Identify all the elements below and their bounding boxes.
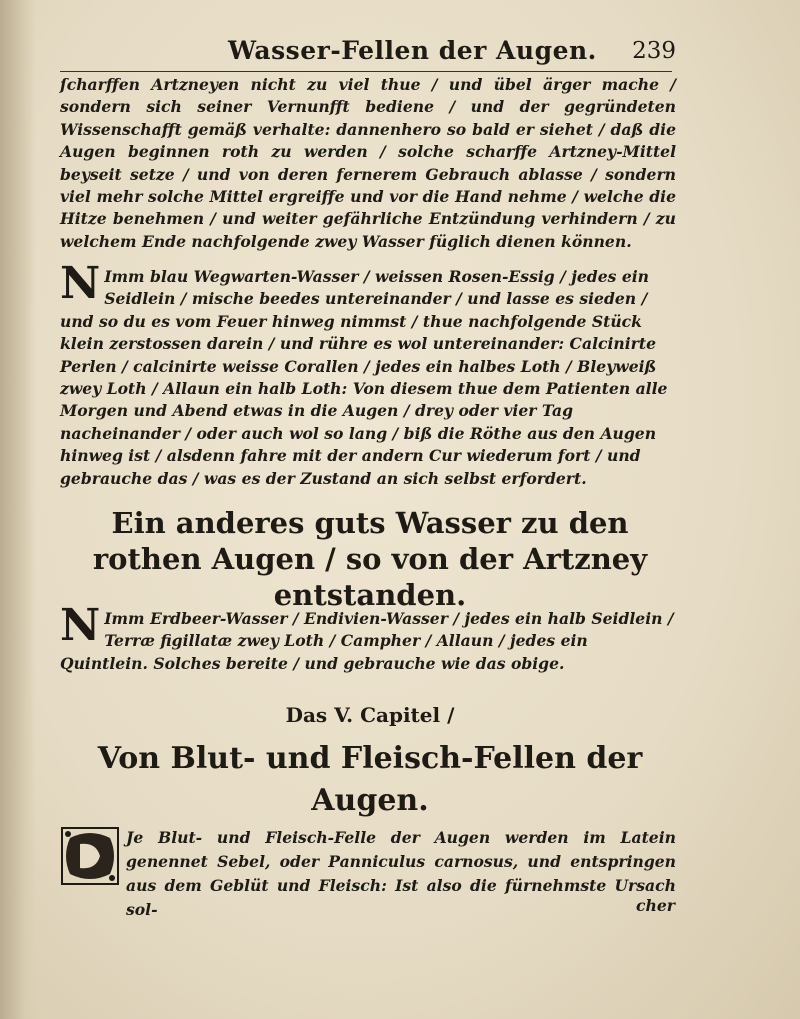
catchword: cher bbox=[636, 896, 675, 915]
section-heading: Ein anderes guts Wasser zu den rothen Augen / so von der Artzney entstanden. bbox=[92, 506, 648, 612]
running-header bbox=[60, 36, 676, 70]
recipe-paragraph-2 bbox=[60, 600, 676, 675]
running-title: Wasser-Fellen der Augen. bbox=[228, 36, 597, 65]
chapter-opening-paragraph: Je Blut- und Fleisch-Felle der Augen werden im Latein genennet Sebel, oder Panniculus carnosus, und entspringen aus dem Geblüt und Fleisch: Ist also die fürnehmste Ursach sol- bbox=[126, 828, 676, 919]
recipe-text-1: Imm blau Wegwarten-Wasser / weissen Rosen-Essig / jedes ein Seidlein / mische beedes untereinander / und lasse es sieden / und so du es vom Feuer hinweg nimmst / thue nachfolgende Stück klein zerstossen darein / und rühre es wol untereinander: Calcinirte Perlen / calcinirte weisse Corallen / jedes ein halbes Loth / Bleyweiß zwey Loth / Allaun ein halb Loth: Von diesem thue dem Patienten alle Morgen und Abend etwas in die Augen / drey oder vier Tag nacheinander / oder auch wol so lang / biß die Röthe aus den Augen hinweg ist / alsdenn fahre mit der andern Cur wiederum fort / und gebrauche das / was es der Zustand an sich selbst erfordert. bbox=[60, 267, 668, 488]
recipe-text-2: Imm Erdbeer-Wasser / Endivien-Wasser / jedes ein halb Seidlein / Terræ figillatæ zwey Loth / Campher / Allaun / jedes ein Quintlein. Solches bereite / und gebrauche wie das obige. bbox=[60, 609, 674, 673]
page-number: 239 bbox=[632, 38, 676, 64]
chapter-label: Das V. Capitel / bbox=[285, 703, 455, 727]
chapter-title: Von Blut- und Fleisch-Fellen der Augen. bbox=[97, 741, 643, 818]
paragraph-continuation: ſcharffen Artzneyen nicht zu viel thue / und übel ärger mache / sondern sich seiner Vernunfft bediene / und der gegründeten Wissenschafft gemäß verhalte: dannenhero so bald er siehet / daß die Augen beginnen roth zu werden / solche scharffe Artzney-Mittel beyseit setze / und von deren fernerem Gebrauch ablasse / sondern viel mehr solche Mittel ergreiffe und vor die Hand nehme / welche die Hitze benehmen / und weiter gefährliche Entzündung verhindern / zu welchem Ende nachfolgende zwey Wasser füglich dienen können. bbox=[60, 75, 676, 251]
page-gutter-shadow bbox=[0, 0, 36, 1019]
recipe-paragraph-1 bbox=[60, 258, 676, 490]
drop-cap: N bbox=[60, 600, 101, 651]
ornamental-initial-icon bbox=[60, 826, 120, 886]
header-rule bbox=[60, 71, 672, 72]
drop-cap: N bbox=[60, 258, 101, 309]
